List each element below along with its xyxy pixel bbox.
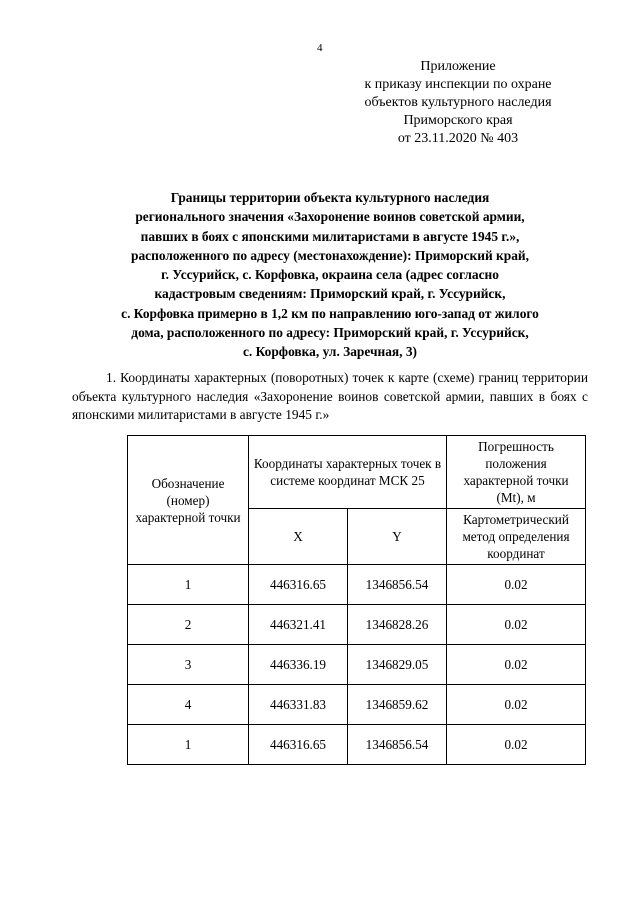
title-line: с. Корфовка примерно в 1,2 км по направлению юго-запад от жилого — [121, 305, 539, 321]
cell-y: 1346856.54 — [348, 725, 447, 765]
appendix-line: Приморского края — [403, 113, 513, 128]
cell-point: 1 — [128, 565, 249, 605]
cell-mt: 0.02 — [447, 605, 586, 645]
cell-point: 3 — [128, 645, 249, 685]
intro-paragraph: 1. Координаты характерных (поворотных) точек к карте (схеме) границ территории объекта культурного наследия «Захоронение воинов советской армии, павших в боях с японскими милитаристами в августе 1945 г.» — [72, 370, 588, 422]
cell-mt: 0.02 — [447, 645, 586, 685]
page-number: 4 — [317, 42, 323, 54]
cell-mt: 0.02 — [447, 565, 586, 605]
title-line: Границы территории объекта культурного наследия — [170, 190, 490, 205]
appendix-line: объектов культурного наследия — [364, 95, 552, 110]
table-row — [128, 685, 586, 725]
cell-x: 446316.65 — [249, 565, 348, 605]
table-row — [128, 565, 586, 605]
header-point: Обозначение (номер) характерной точки — [128, 436, 249, 565]
title-line: с. Корфовка, ул. Заречная, 3) — [242, 344, 418, 360]
appendix-line: Приложение — [420, 59, 496, 74]
title-line: расположенного по адресу (местонахождение): Приморский край, — [131, 247, 529, 263]
title-line: дома, расположенного по адресу: Приморский край, г. Уссурийск, — [131, 325, 529, 341]
appendix-line: к приказу инспекции по охране — [364, 77, 552, 92]
header-method: Картометрический метод определения координат — [447, 509, 586, 565]
cell-y: 1346828.26 — [348, 605, 447, 645]
cell-mt: 0.02 — [447, 725, 586, 765]
cell-y: 1346859.62 — [348, 685, 447, 725]
title-line: кадастровым сведениям: Приморский край, г. Уссурийск, — [154, 286, 506, 302]
cell-x: 446336.19 — [249, 645, 348, 685]
table-row — [128, 645, 586, 685]
table-header-row — [128, 436, 586, 509]
cell-x: 446316.65 — [249, 725, 348, 765]
header-y: Y — [348, 509, 447, 565]
header-error: Погрешность положения характерной точки (Mt), м — [447, 436, 586, 509]
header-coords: Координаты характерных точек в системе координат МСК 25 — [249, 436, 447, 509]
title-line: павших в боях с японскими милитаристами в августе 1945 г.», — [140, 228, 520, 244]
cell-mt: 0.02 — [447, 685, 586, 725]
cell-x: 446331.83 — [249, 685, 348, 725]
appendix-line: от 23.11.2020 № 403 — [397, 131, 519, 146]
title-line: г. Уссурийск, с. Корфовка, окраина села (адрес согласно — [161, 267, 499, 283]
table-row — [128, 605, 586, 645]
header-x: X — [249, 509, 348, 565]
cell-point: 4 — [128, 685, 249, 725]
document-title — [50, 188, 610, 362]
coordinates-table — [127, 435, 586, 765]
appendix-block — [348, 58, 568, 148]
table-row — [128, 725, 586, 765]
cell-y: 1346829.05 — [348, 645, 447, 685]
cell-point: 2 — [128, 605, 249, 645]
cell-point: 1 — [128, 725, 249, 765]
cell-x: 446321.41 — [249, 605, 348, 645]
cell-y: 1346856.54 — [348, 565, 447, 605]
title-line: регионального значения «Захоронение воинов советской армии, — [135, 209, 525, 225]
